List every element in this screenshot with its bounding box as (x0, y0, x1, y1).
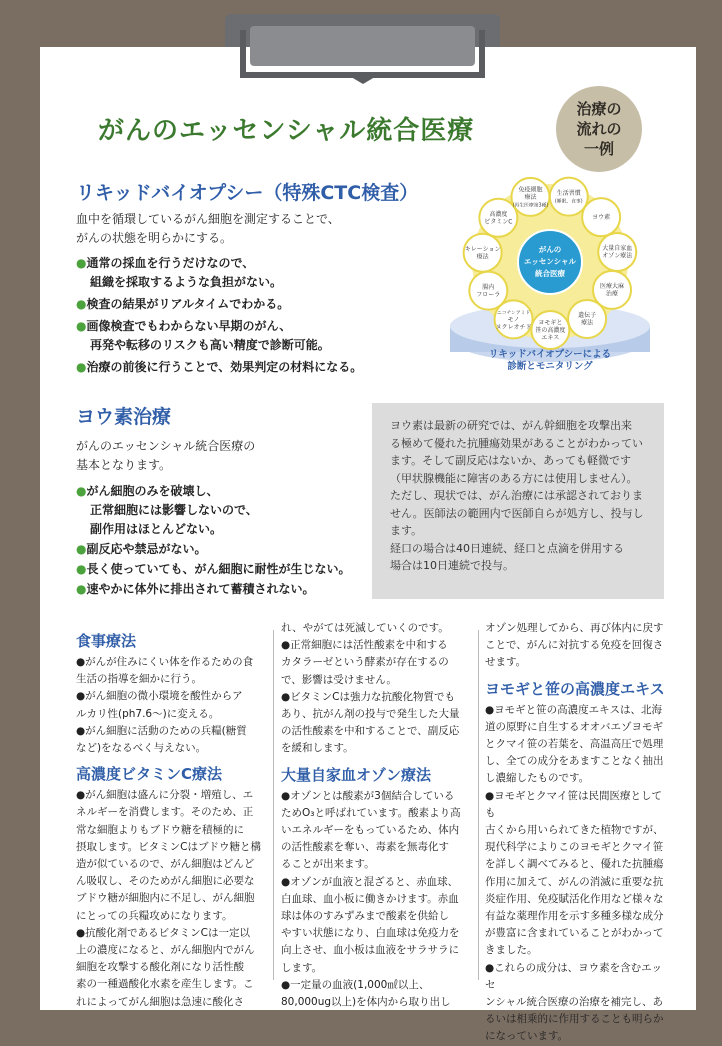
vitamin-c-heading: 高濃度ビタミンC療法 (76, 765, 223, 784)
diagram-node-label: 高濃度 (489, 211, 508, 219)
text-line: れによってがん細胞は急速に酸化さ (76, 995, 244, 1008)
text-line: し、全ての成分をあますことなく抽出 (485, 755, 664, 768)
bullet-item: ●副反応や禁忌がない。 (76, 542, 207, 556)
text-line: とクマイ笹の若葉を、高温高圧で処理 (485, 738, 664, 751)
vitamin-c-text (76, 787, 266, 1011)
text-line: の活性酸素を奪い、毒素を無毒化す (281, 841, 449, 854)
badge-line: 一例 (583, 140, 614, 158)
text-line: ネルギーを消費します。そのため、正 (76, 806, 254, 819)
text-line: がんのエッセンシャル統合医療の (76, 439, 256, 453)
text-line: 作用に加えて、がんの消滅に重要な抗 (485, 875, 664, 888)
bullet-cont: 再発や転移のリスクも高い精度で診断可能。 (90, 338, 330, 352)
ozone-text (281, 788, 473, 1012)
text-line: あり、抗がん剤の投与で発生した大量 (281, 708, 460, 721)
text-line: ためO₃と呼ばれています。酸素より高 (281, 806, 461, 819)
text-line: 摂取します。ビタミンCはブドウ糖と構 (76, 840, 261, 853)
ozone-cont-text (485, 620, 667, 672)
diet-therapy-heading: 食事療法 (76, 632, 137, 650)
text-line: ることが出来ます。 (281, 858, 375, 871)
iodine-info-box (372, 403, 664, 599)
diagram-center-label: エッセンシャル (523, 257, 577, 266)
diagram-node-label: 医療大麻 (600, 283, 625, 291)
text-line: 球は体のすみずみまで酸素を供給し (281, 910, 449, 923)
text-line: など)をなるべく与えない。 (76, 742, 207, 755)
text-line: を詳しく調べてみると、優れた抗腫瘍 (485, 858, 664, 871)
bullet-item: ●治療の前後に行うことで、効果判定の材料になる。 (76, 360, 363, 374)
bullet-item: ●通常の採血を行うだけなので、 (76, 256, 255, 270)
diagram-node-label: ヨモギと (538, 319, 563, 327)
column-divider (273, 630, 274, 980)
diagram-node-label: オゾン療法 (602, 252, 633, 260)
text-line: ●抗酸化剤であるビタミンCは一定以 (76, 926, 250, 939)
text-line: し濃縮したものです。 (485, 772, 590, 785)
diagram-node-label: キレーション (464, 245, 501, 253)
text-line: 細胞を攻撃する酸化剤になり活性酸 (76, 961, 244, 974)
badge-line: 治療の (576, 100, 622, 118)
text-line: ●ヨモギとクマイ笹は民間医療としても (485, 789, 662, 819)
text-line: ●ヨモギと笹の高濃度エキスは、北海 (485, 703, 662, 716)
bullet-item: ●がん細胞のみを破壊し、 (76, 484, 219, 498)
info-line: 場合は10日連続で投与。 (390, 559, 514, 572)
bullet-item: ●検査の結果がリアルタイムでわかる。 (76, 297, 290, 311)
text-line: 造が似ているので、がん細胞はどんど (76, 858, 255, 871)
ozone-heading: 大量自家血オゾン療法 (281, 765, 432, 784)
bullet-item: ●長く使っていても、がん細胞に耐性が生じない。 (76, 562, 351, 576)
info-line: る極めて優れた抗腫瘍効果があることがわかってい (390, 436, 643, 450)
text-line: で、影響は受けません。 (281, 673, 397, 686)
column-3 (485, 620, 667, 1046)
diagram-node-label: 笹の高濃度 (535, 326, 566, 334)
bullet-cont: 組織を採取するような負担がない。 (90, 275, 283, 289)
yomogi-text (485, 702, 667, 1046)
text-line: 80,000ug以上)を体内から取り出し (281, 996, 451, 1009)
diet-therapy-text (76, 654, 266, 757)
column-2 (281, 620, 473, 1011)
diagram-node-label: フローラ (476, 291, 501, 299)
diagram-node-label: 免疫細胞 (518, 186, 543, 194)
liquid-biopsy-heading: リキッドバイオプシー（特殊CTC検査） (76, 182, 419, 204)
text-line: ルカリ性(ph7.6～)に変える。 (76, 707, 220, 720)
text-line: の活性酸素を中和することで、副反応 (281, 725, 460, 738)
text-line: 白血球、血小板に働きかけます。赤血 (281, 892, 459, 905)
treatment-diagram (440, 176, 658, 376)
text-line: 常な細胞よりもブドウ糖を積極的に (76, 823, 244, 836)
text-line: ●これらの成分は、ヨウ素を含むエッセ (485, 961, 662, 991)
diagram-base-label-2: 診断とモニタリング (507, 361, 593, 372)
bullet-cont: 副作用はほとんどない。 (90, 522, 223, 536)
text-line: ●一定量の血液(1,000㎖以上、 (281, 978, 430, 991)
badge-line: 流れの (576, 120, 622, 138)
text-line: ことで、がんに対抗する免疫を回復さ (485, 639, 664, 652)
text-line: るいは相乗的に作用することも明らか (485, 1013, 664, 1026)
diagram-node-label: 遺伝子 (578, 312, 597, 320)
text-line: 基本となります。 (76, 458, 172, 472)
bullet-cont: 正常細胞には影響しないので、 (90, 503, 258, 517)
text-line: ンシャル統合医療の治療を補完し、あ (485, 996, 664, 1009)
info-line: ただし、現状では、がん治療には承認されておりま (390, 489, 643, 502)
text-line: になっています。 (485, 1030, 569, 1043)
diagram-node-label: ビタミンC (484, 218, 513, 226)
diagram-node-label: 治療 (606, 290, 619, 298)
iodine-intro (76, 437, 255, 475)
text-line: きました。 (485, 944, 538, 957)
text-line: ブドウ糖が細胞内に不足し、がん細胞 (76, 892, 255, 905)
diagram-node-label: モノ (507, 316, 520, 324)
text-line: ●がんが住みにくい体を作るための食 (76, 656, 254, 668)
info-line: ます。 (390, 524, 423, 537)
iodine-bullets (76, 482, 351, 599)
text-line: 古くから用いられてきた植物ですが、 (485, 824, 664, 837)
iodine-heading: ヨウ素治療 (76, 406, 172, 428)
text-line: 有益な薬理作用を示す多種多様な成分 (485, 910, 664, 923)
liquid-bullets (76, 254, 362, 377)
text-line: ん吸収し、そのためがん細胞に必要な (76, 875, 255, 888)
column-1 (76, 628, 266, 1011)
text-line: いエネルギーをもっているため、体内 (281, 824, 460, 837)
text-line: 向上させ、血小板は血液をサラサラに (281, 944, 460, 957)
text-line: ●がん細胞は盛んに分裂・増殖し、エ (76, 789, 254, 802)
diagram-node-label: (睡眠、食事) (554, 199, 583, 205)
diagram-node-label: ヌクレオチド (495, 323, 532, 331)
diagram-node-label: (再生医療第3種) (512, 203, 549, 209)
text-line: 上の濃度になると、がん細胞内でがん (76, 944, 255, 957)
text-line: 素の一種過酸化水素を産生します。こ (76, 978, 254, 991)
info-line: せん。医師法の範囲内で医師自らが処方し、投与し (390, 506, 644, 520)
info-line: ます。そして副反応はないか、あっても軽微です (390, 454, 632, 467)
diagram-node-label: ニコチンアミド (496, 310, 531, 316)
text-line: 炎症作用、免疫賦活化作用など様々な (485, 892, 664, 905)
text-line: 生活の指導を細かに行う。 (76, 673, 202, 686)
bullet-item: ●画像検査でもわからない早期のがん、 (76, 319, 292, 333)
flow-badge (556, 86, 642, 172)
page-title: がんのエッセンシャル統合医療 (98, 116, 475, 146)
diagram-node-label: 療法 (476, 253, 489, 261)
diagram-node-label: 生活習慣 (556, 189, 581, 197)
info-line: 経口の場合は40日連続、経口と点滴を併用する (390, 541, 624, 555)
text-line: 現代科学によりこのヨモギとクマイ笹 (485, 841, 664, 854)
diagram-node-label: 大量自家血 (602, 245, 633, 253)
text-line: ●オゾンが血液と混ざると、赤血球、 (281, 875, 459, 888)
diagram-node-label: 療法 (524, 193, 537, 201)
text-line: せます。 (485, 656, 527, 669)
text-line: ●ビタミンCは強力な抗酸化物質でも (281, 690, 455, 703)
text-line: カタラーゼという酵素が存在するの (281, 656, 449, 669)
liquid-intro (76, 210, 340, 248)
text-line: やすい状態になり、白血球は免疫力を (281, 927, 460, 940)
text-line: 道の原野に自生するオオバエゾヨモギ (485, 720, 663, 733)
text-line: ●がん細胞の微小環境を酸性からア (76, 690, 243, 703)
diagram-node-label: 腸内 (482, 283, 495, 291)
diagram-node-label: ヨウ素 (592, 214, 611, 222)
text-line: がんの状態を明らかにする。 (76, 231, 233, 245)
diagram-node-label: 療法 (581, 319, 594, 327)
bullet-item: ●速やかに体外に排出されて蓄積されない。 (76, 582, 315, 596)
text-line: を緩和します。 (281, 742, 354, 755)
text-line: ●正常細胞には活性酸素を中和する (281, 639, 448, 652)
column-divider (478, 630, 479, 980)
text-line: ●オゾンとは酸素が3個結合している (281, 789, 455, 802)
yomogi-heading: ヨモギと笹の高濃度エキス (485, 679, 665, 698)
clipboard-clip-frame (240, 30, 485, 78)
text-line: れ、やがては死滅していくのです。 (281, 622, 449, 634)
info-line: （甲状腺機能に障害のある方には使用しません）。 (390, 471, 638, 485)
diagram-node-label: エキス (541, 334, 560, 342)
diagram-center-label: がんの (538, 245, 562, 254)
diagram-center-label: 統合医療 (535, 269, 565, 278)
info-line: ヨウ素は最新の研究では、がん幹細胞を攻撃出来 (390, 419, 632, 432)
text-line: オゾン処理してから、再び体内に戻す (485, 622, 664, 634)
text-line: 血中を循環しているがん細胞を測定することで、 (76, 212, 340, 226)
text-line: にとっての兵糧攻めになります。 (76, 909, 233, 922)
text-line: ●がん細胞に活動のための兵糧(糖質 (76, 724, 247, 737)
text-line: します。 (281, 961, 323, 974)
text-line: が豊富に含まれていることがわかって (485, 927, 664, 940)
vitamin-c-cont-text (281, 620, 473, 758)
diagram-base-label-1: リキッドバイオプシーによる (488, 349, 612, 360)
